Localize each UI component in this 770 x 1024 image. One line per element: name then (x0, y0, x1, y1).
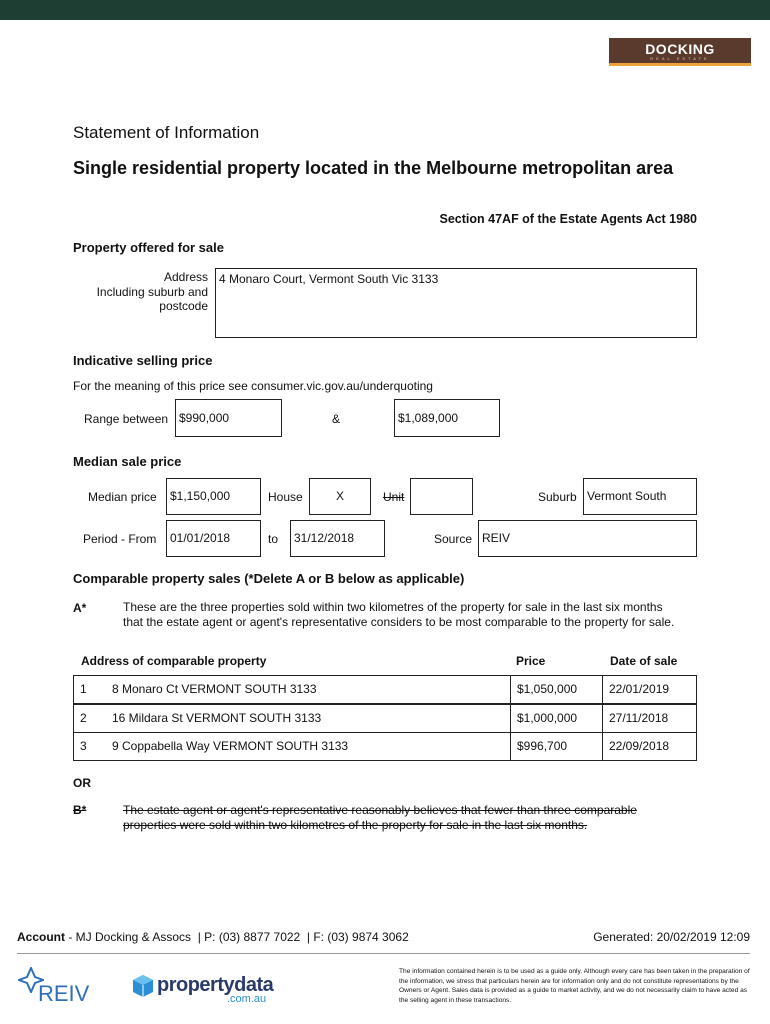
table-row (73, 704, 697, 733)
row-price: $996,700 (510, 733, 602, 760)
unit-checkbox[interactable] (410, 478, 473, 515)
or-separator: OR (73, 776, 91, 790)
address-label: Address (163, 270, 208, 284)
logo-brand: DOCKING (645, 41, 715, 57)
price-low-field[interactable]: $990,000 (175, 399, 282, 437)
median-heading: Median sale price (73, 454, 182, 469)
option-a-text: These are the three properties sold within two kilometres of the property for sale in the last six months that the estate agent or agent's representative considers to be most comparable to the property for sale. (123, 600, 675, 629)
top-banner (0, 0, 770, 20)
period-to-field[interactable]: 31/12/2018 (290, 520, 385, 557)
period-from-field[interactable]: 01/01/2018 (166, 520, 261, 557)
period-to-label: to (268, 532, 279, 546)
footer-disclaimer: The information contained herein is to be used as a guide only. Although every care has been taken in the preparation of the information, we stress that particulars herein are for information only and do not constitute representations by the Owners or Agent. Sales data is provided as a guide to market activity, and we do not necessarily claim to have acted as the selling agent in these transactions. (399, 968, 750, 1004)
option-a-label: A* (73, 601, 87, 615)
unit-label: Unit (383, 490, 405, 504)
section-reference: Section 47AF of the Estate Agents Act 1980 (439, 212, 697, 226)
page-heading: Single residential property located in the Melbourne metropolitan area (73, 158, 674, 178)
period-from-label: Period - From (83, 532, 157, 546)
col-header-address: Address of comparable property (81, 654, 267, 668)
footer-divider (17, 953, 750, 954)
generated-timestamp: Generated: 20/02/2019 12:09 (593, 930, 750, 944)
house-label: House (268, 490, 303, 504)
col-header-price: Price (516, 654, 546, 668)
option-b-text-line1: The estate agent or agent's representative reasonably believes that fewer than three comparable (123, 803, 637, 817)
row-number: 2 (80, 711, 87, 725)
docking-logo (609, 38, 751, 66)
row-number: 3 (80, 739, 87, 753)
option-b-text-line2: properties were sold within two kilometres of the property for sale in the last six months. (123, 818, 588, 832)
propertydata-domain: .com.au (227, 993, 267, 1005)
account-details: - MJ Docking & Assocs | P: (03) 8877 7022 | F: (03) 9874 3062 (65, 930, 409, 944)
table-row (73, 675, 697, 704)
row-date: 22/09/2018 (602, 733, 696, 760)
document-title: Statement of Information (73, 123, 260, 142)
propertydata-cube-icon (132, 974, 154, 998)
median-price-label: Median price (88, 490, 157, 504)
propertydata-logo (132, 972, 272, 1008)
row-address: 8 Monaro Ct VERMONT SOUTH 3133 (112, 682, 317, 696)
comparable-heading: Comparable property sales (*Delete A or B below as applicable) (73, 571, 465, 586)
source-label: Source (434, 532, 473, 546)
reiv-wordmark: REIV (38, 981, 90, 1006)
property-heading: Property offered for sale (73, 240, 224, 255)
agency-contact (17, 930, 409, 944)
range-label: Range between (84, 412, 169, 426)
table-row (73, 732, 697, 761)
house-checkbox[interactable]: X (309, 478, 371, 515)
row-address: 16 Mildara St VERMONT SOUTH 3133 (112, 711, 322, 725)
account-label: Account (17, 930, 65, 944)
row-price: $1,050,000 (510, 676, 602, 703)
row-number: 1 (80, 682, 87, 696)
row-price: $1,000,000 (510, 705, 602, 732)
row-address: 9 Coppabella Way VERMONT SOUTH 3133 (112, 739, 349, 753)
range-ampersand: & (332, 412, 341, 426)
col-header-date: Date of sale (610, 654, 678, 668)
underquoting-note: For the meaning of this price see consumer.vic.gov.au/underquoting (73, 379, 433, 393)
row-date: 22/01/2019 (602, 676, 696, 703)
suburb-field[interactable]: Vermont South (583, 478, 697, 515)
address-label-line2: Including suburb and (96, 285, 208, 299)
median-price-field[interactable]: $1,150,000 (166, 478, 261, 515)
logo-tagline: REAL ESTATE (650, 56, 710, 61)
price-high-field[interactable]: $1,089,000 (394, 399, 500, 437)
indicative-heading: Indicative selling price (73, 353, 213, 368)
option-b-label: B* (73, 803, 87, 817)
address-label-line3: postcode (159, 299, 208, 313)
suburb-label: Suburb (538, 490, 577, 504)
reiv-logo (18, 967, 90, 1007)
address-field[interactable]: 4 Monaro Court, Vermont South Vic 3133 (215, 268, 697, 338)
propertydata-wordmark: propertydata (157, 974, 274, 996)
row-date: 27/11/2018 (602, 705, 696, 732)
source-field[interactable]: REIV (478, 520, 697, 557)
